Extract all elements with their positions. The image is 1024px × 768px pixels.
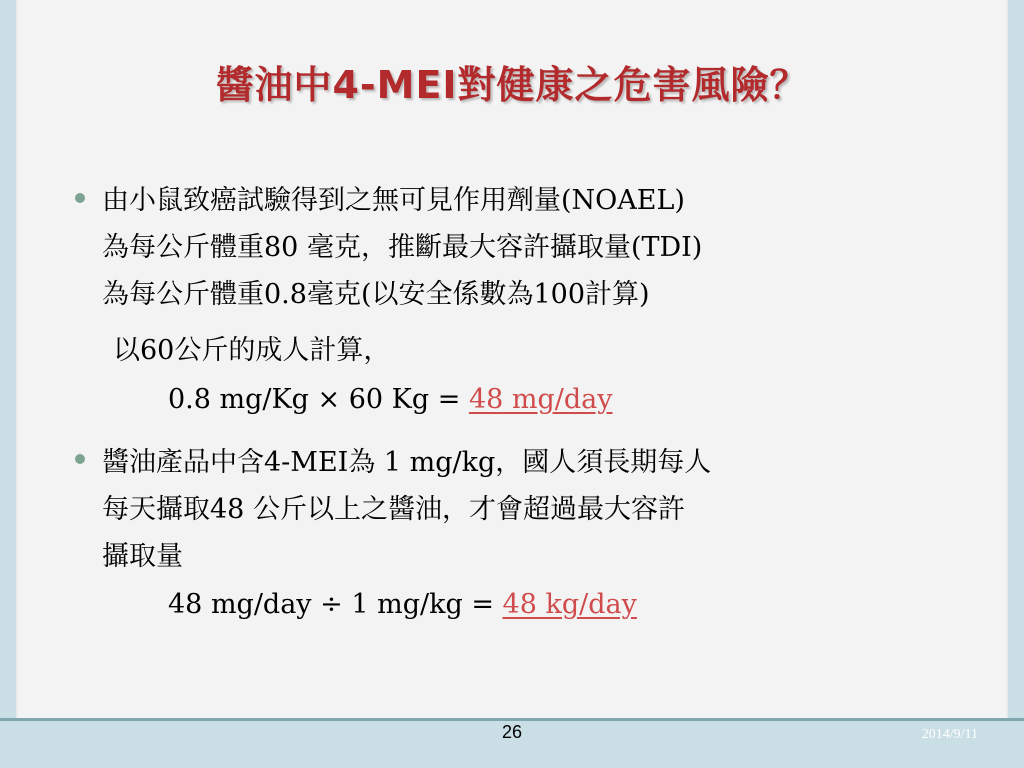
- footer-line: [0, 718, 1024, 721]
- bullet-point-2: [75, 454, 85, 464]
- formula-2: [168, 589, 637, 620]
- bullet-1-line-1: 由小鼠致癌試驗得到之無可見作用劑量(NOAEL): [102, 185, 685, 216]
- formula-1: [168, 384, 613, 415]
- formula-2-expression: 48 mg/day ÷ 1 mg/kg =: [168, 589, 503, 620]
- bullet-2-line-1: 醬油產品中含4-MEI為 1 mg/kg，國人須長期每人: [102, 447, 712, 478]
- bullet-point-1: [75, 193, 85, 203]
- formula-2-result: 48 kg/day: [502, 589, 637, 620]
- calculation-note: 以60公斤的成人計算，: [113, 335, 391, 366]
- slide-date: 2014/9/11: [921, 727, 978, 742]
- bullet-2-line-2: 每天攝取48 公斤以上之醬油，才會超過最大容許: [102, 494, 685, 525]
- bullet-1-line-3: 為每公斤體重0.8毫克(以安全係數為100計算): [102, 279, 650, 310]
- page-number: 26: [501, 722, 523, 742]
- bullet-1-line-2: 為每公斤體重80 毫克，推斷最大容許攝取量(TDI): [102, 232, 703, 263]
- bullet-2-line-3: 攝取量: [102, 541, 183, 572]
- slide-title: 醬油中4-MEI對健康之危害風險？: [215, 63, 809, 107]
- formula-1-result: 48 mg/day: [468, 384, 613, 415]
- formula-1-expression: 0.8 mg/Kg × 60 Kg =: [168, 384, 469, 415]
